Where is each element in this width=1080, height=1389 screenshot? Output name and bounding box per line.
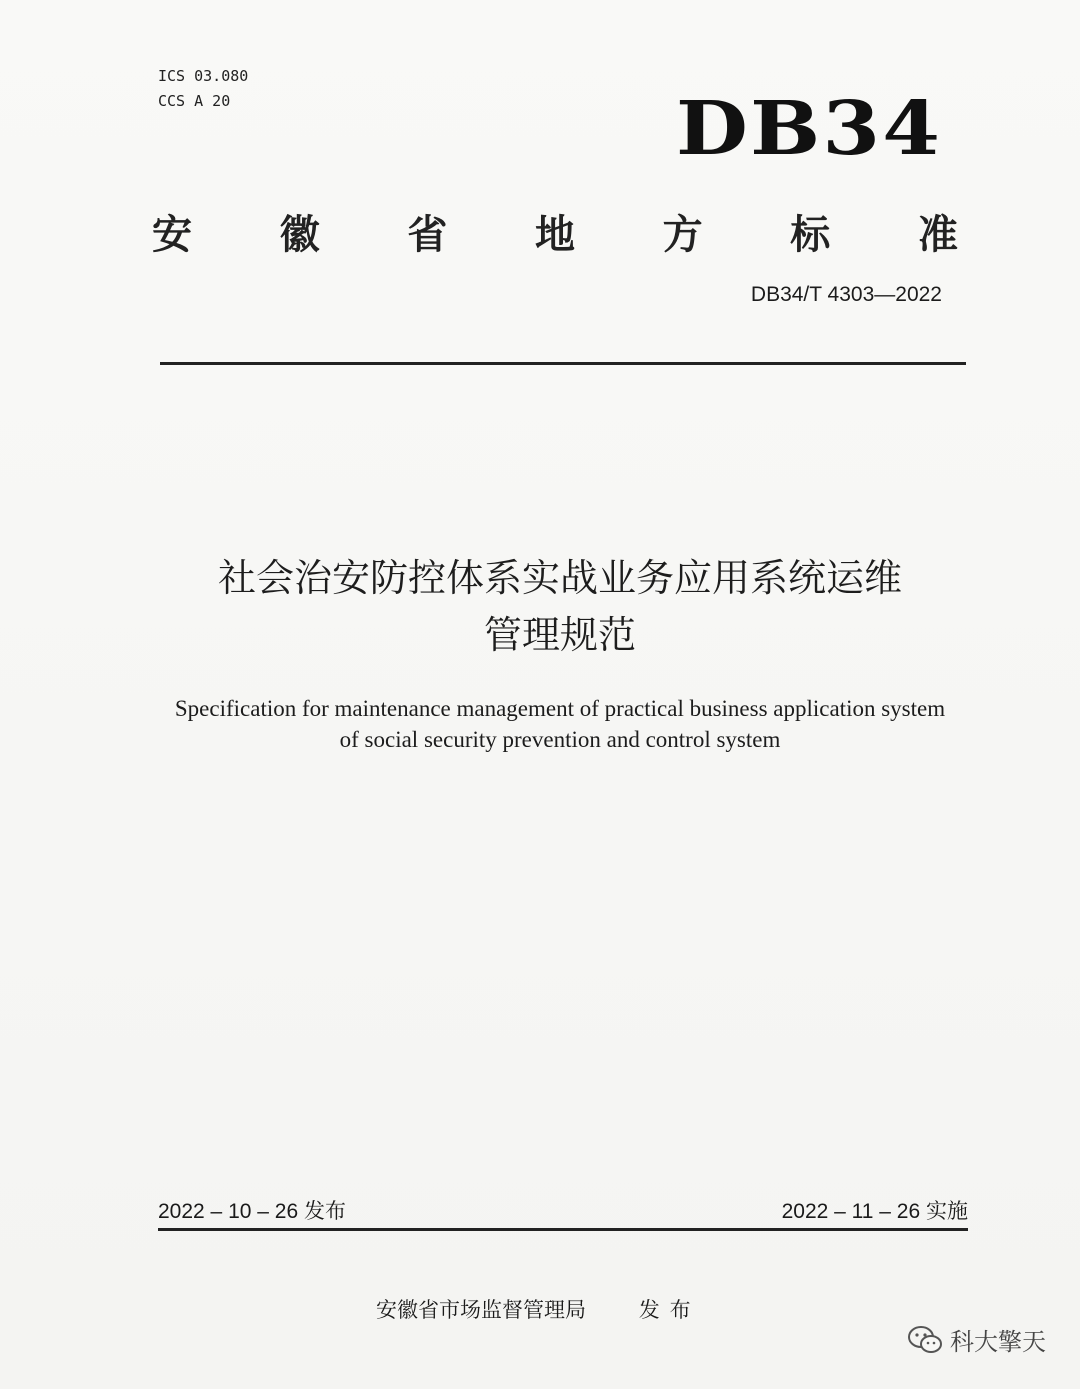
standard-code: DB34/T 4303—2022: [750, 283, 942, 306]
standard-type-char: 徽: [279, 211, 320, 258]
ccs-code: CCS A 20: [158, 92, 231, 110]
issue-date: 2022 – 10 – 26 发布: [158, 1200, 346, 1223]
bottom-divider: [158, 1228, 968, 1231]
watermark-text: 科大擎天: [950, 1328, 1046, 1356]
db34-logo: DB34: [676, 86, 943, 172]
standard-type-heading: [150, 203, 960, 260]
chinese-title-line-1: 社会治安防控体系实战业务应用系统运维: [217, 556, 902, 600]
standard-type-char: 省: [407, 211, 448, 258]
standard-type-char: 安: [152, 211, 192, 258]
classification-block: [158, 64, 248, 114]
standard-type-char: 标: [790, 211, 831, 258]
standard-type-char: 方: [662, 211, 703, 258]
standard-type-char: 准: [917, 211, 958, 258]
standard-type-char: 地: [534, 211, 575, 258]
english-title-line-1: Specification for maintenance management of practical business application system: [174, 696, 946, 721]
account-watermark: [906, 1322, 1046, 1357]
implementation-date: 2022 – 11 – 26 实施: [781, 1200, 968, 1223]
english-title-line-2: of social security prevention and control system: [339, 727, 781, 752]
top-divider: [160, 362, 966, 365]
ics-code: ICS 03.080: [158, 67, 249, 85]
publisher-line: [376, 1294, 701, 1324]
publisher-name: 安徽省市场监督管理局: [376, 1298, 586, 1322]
wechat-icon: [906, 1324, 944, 1356]
publisher-verb: 发布: [638, 1298, 701, 1322]
chinese-title-line-2: 管理规范: [483, 613, 636, 657]
